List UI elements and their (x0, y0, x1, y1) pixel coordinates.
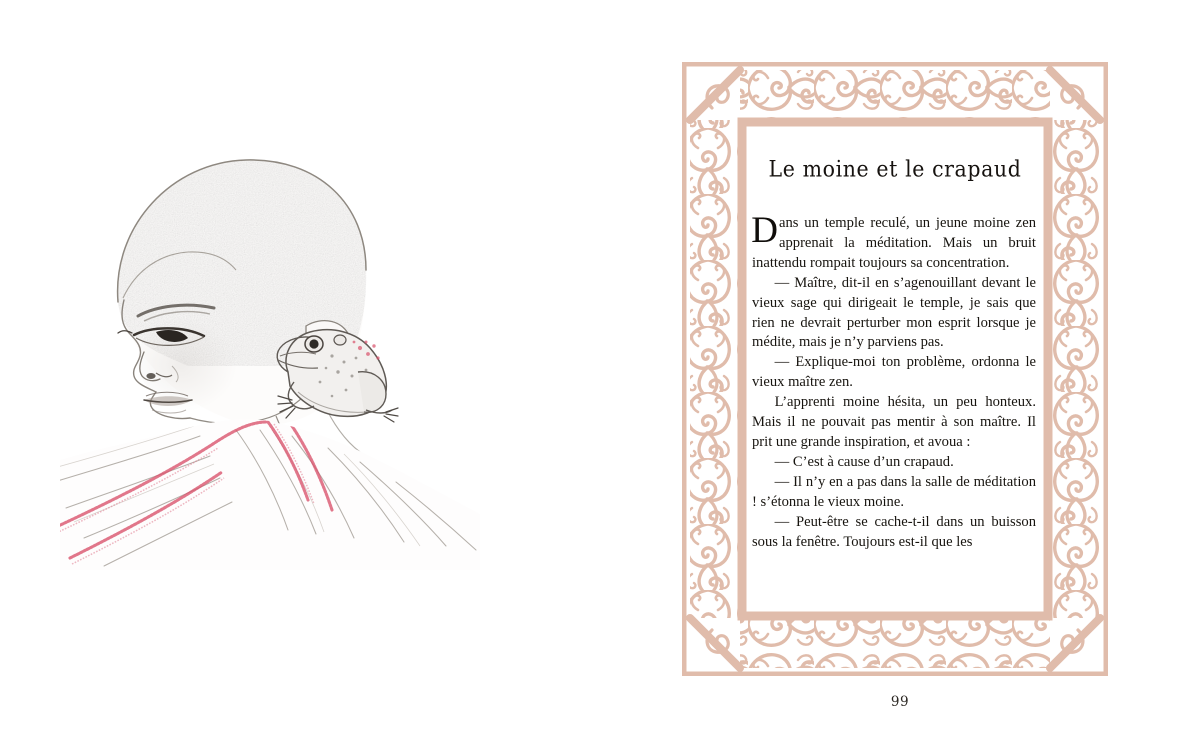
story-paragraph-1-text: ans un temple reculé, un jeune moine zen apprenait la méditation. Mais un bruit inattendu rompait toujours sa concentration. (752, 215, 1036, 271)
story-paragraph-1 (751, 210, 1036, 274)
story-paragraph-5: — C’est à cause d’un crapaud. (774, 453, 954, 470)
frame-band-bottom (740, 616, 1050, 668)
story-paragraph-2: — Maître, dit-il en s’agenouillant devant le vieux sage qui dirigeait le temple, je sais que rien ne devrait perturber mon esprit lorsque je médite, mais je n’y parviens pas. (752, 274, 1036, 351)
story-paragraph-3: — Explique-moi ton problème, ordonna le vieux maître zen. (752, 354, 1036, 391)
story-title: Le moine et le crapaud (768, 156, 1022, 182)
frame-band-right (1048, 120, 1100, 618)
right-page (600, 0, 1200, 738)
page-number: 99 (890, 694, 910, 710)
monk-robe (60, 419, 480, 570)
story-panel (750, 130, 1040, 601)
monk-illustration (60, 130, 480, 570)
monk-head (100, 150, 400, 464)
story-paragraph-6: — Il n’y en a pas dans la salle de méditation ! s’étonna le vieux moine. (752, 473, 1036, 510)
drop-cap: D (751, 210, 778, 251)
story-paragraph-7: — Peut-être se cache-t-il dans un buisson sous la fenêtre. Toujours est-il que les (752, 513, 1036, 550)
story-body (750, 210, 1040, 552)
pencil-sketch-svg (60, 130, 480, 570)
frame-band-top (740, 70, 1050, 122)
story-paragraph-4: L’apprenti moine hésita, un peu honteux. Mais il ne pouvait pas mentir à son maître. Il prit une grande inspiration, et avoua : (752, 394, 1036, 450)
toad-on-shoulder (277, 330, 398, 422)
frame-band-left (690, 120, 742, 618)
ornamental-frame (682, 62, 1108, 676)
